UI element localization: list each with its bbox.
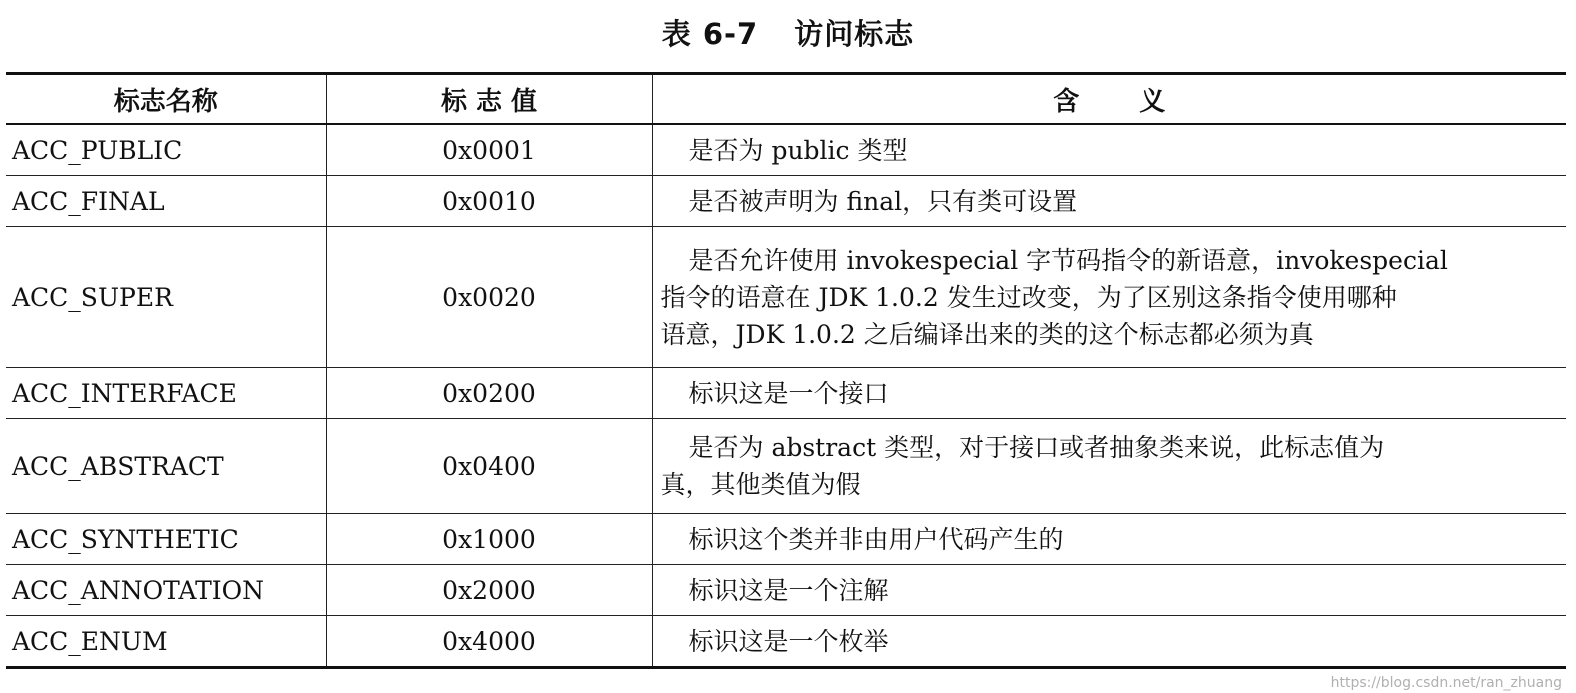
flag-value: 0x0001 (326, 124, 652, 176)
flag-name: ACC_ENUM (6, 616, 326, 668)
flag-meaning (652, 616, 1566, 668)
table-row (6, 176, 1566, 227)
meaning-line: 真，其他类值为假 (660, 470, 861, 499)
flag-value: 0x2000 (326, 565, 652, 616)
flag-value: 0x0020 (326, 227, 652, 368)
flag-name: ACC_FINAL (6, 176, 326, 227)
table-row (6, 616, 1566, 668)
flag-meaning (652, 368, 1566, 419)
table-row (6, 514, 1566, 565)
access-flags-table (6, 72, 1566, 669)
meaning-line: 标识这是一个接口 (688, 378, 889, 408)
header-flag-value: 标 志 值 (326, 74, 652, 125)
flag-meaning (652, 514, 1566, 565)
header-row (6, 74, 1566, 125)
table-row (6, 565, 1566, 616)
flag-meaning (652, 227, 1566, 368)
flag-meaning (652, 565, 1566, 616)
flag-value: 0x4000 (326, 616, 652, 668)
meaning-line: 是否为 public 类型 (688, 135, 908, 165)
flag-value: 0x0200 (326, 368, 652, 419)
header-flag-name: 标志名称 (6, 74, 326, 125)
flag-name: ACC_PUBLIC (6, 124, 326, 176)
flag-value: 0x0400 (326, 419, 652, 514)
watermark: https://blog.csdn.net/ran_zhuang (1330, 675, 1562, 691)
meaning-line: 标识这是一个枚举 (688, 626, 889, 656)
flag-value: 0x1000 (326, 514, 652, 565)
meaning-line: 是否为 abstract 类型，对于接口或者抽象类来说，此标志值为 (688, 433, 1385, 462)
table-caption (0, 12, 1576, 53)
table-number: 表 6-7 (661, 17, 759, 51)
flag-value: 0x0010 (326, 176, 652, 227)
flag-meaning (652, 419, 1566, 514)
flag-name: ACC_ANNOTATION (6, 565, 326, 616)
meaning-line: 是否允许使用 invokespecial 字节码指令的新语意，invokespecial (688, 245, 1448, 275)
flag-name: ACC_SYNTHETIC (6, 514, 326, 565)
meaning-line: 是否被声明为 final，只有类可设置 (688, 186, 1078, 216)
meaning-line: 标识这个类并非由用户代码产生的 (688, 524, 1064, 554)
table-title: 访问标志 (794, 17, 915, 51)
flag-meaning (652, 124, 1566, 176)
header-meaning: 含义 (652, 74, 1566, 125)
table-row (6, 419, 1566, 514)
table-row (6, 227, 1566, 368)
meaning-line: 标识这是一个注解 (688, 575, 889, 605)
flag-name: ACC_ABSTRACT (6, 419, 326, 514)
flag-name: ACC_SUPER (6, 227, 326, 368)
table-row (6, 368, 1566, 419)
meaning-line: 指令的语意在 JDK 1.0.2 发生过改变，为了区别这条指令使用哪种 (660, 282, 1397, 312)
meaning-line: 语意，JDK 1.0.2 之后编译出来的类的这个标志都必须为真 (660, 319, 1314, 349)
flag-meaning (652, 176, 1566, 227)
table-row (6, 124, 1566, 176)
flag-name: ACC_INTERFACE (6, 368, 326, 419)
